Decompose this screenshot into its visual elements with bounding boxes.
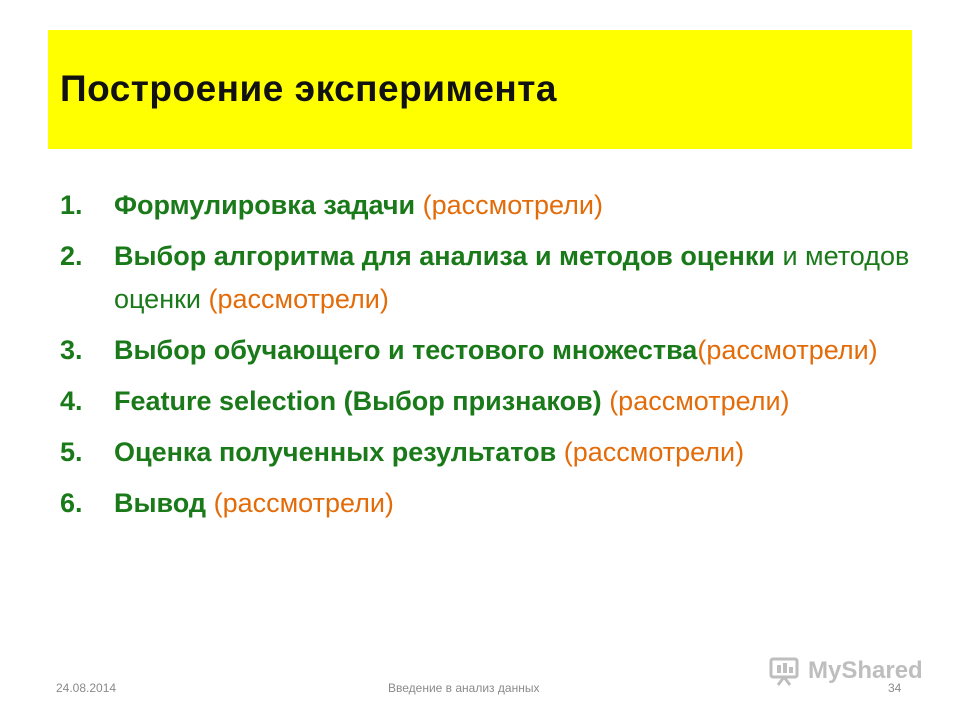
footer-date: 24.08.2014	[56, 681, 117, 695]
item-main: Формулировка задачи	[114, 190, 423, 220]
item-text	[114, 184, 920, 227]
slide-title: Построение эксперимента	[60, 68, 557, 109]
item-status: (рассмотрели)	[208, 284, 389, 314]
item-main: Feature selection (Выбор признаков)	[114, 386, 610, 416]
item-text	[114, 380, 920, 423]
list-item	[60, 482, 920, 525]
item-main: Выбор обучающего и тестового множества	[114, 335, 698, 365]
footer-title: Введение в анализ данных	[388, 681, 540, 695]
item-text	[114, 329, 920, 372]
item-number: 1.	[60, 190, 83, 220]
footer-page-number: 34	[888, 681, 902, 695]
item-status: (рассмотрели)	[563, 437, 745, 467]
list-item	[60, 431, 920, 474]
watermark-text: MyShared	[808, 657, 923, 684]
item-main: Выбор алгоритма для анализа и методов оценки	[114, 241, 775, 271]
item-status: (рассмотрели)	[422, 190, 603, 220]
item-text	[114, 482, 920, 525]
item-status: (рассмотрели)	[213, 488, 394, 518]
watermark	[768, 656, 923, 686]
item-number: 3.	[60, 335, 83, 365]
item-status: (рассмотрели)	[609, 386, 790, 416]
item-main: Вывод	[114, 488, 214, 518]
list-item	[60, 235, 920, 321]
item-text	[114, 431, 920, 474]
item-number: 4.	[60, 386, 83, 416]
item-status: (рассмотрели)	[697, 335, 878, 365]
item-extra: и методов оценки	[114, 241, 910, 314]
list-item	[60, 184, 920, 227]
list-item	[60, 329, 920, 372]
item-main: Оценка полученных результатов	[114, 437, 564, 467]
item-number: 2.	[60, 241, 83, 271]
list-item	[60, 380, 920, 423]
item-number: 6.	[60, 488, 83, 518]
item-number: 5.	[60, 437, 83, 467]
presentation-icon	[768, 656, 802, 686]
steps-list	[60, 184, 920, 533]
item-text	[114, 235, 920, 321]
